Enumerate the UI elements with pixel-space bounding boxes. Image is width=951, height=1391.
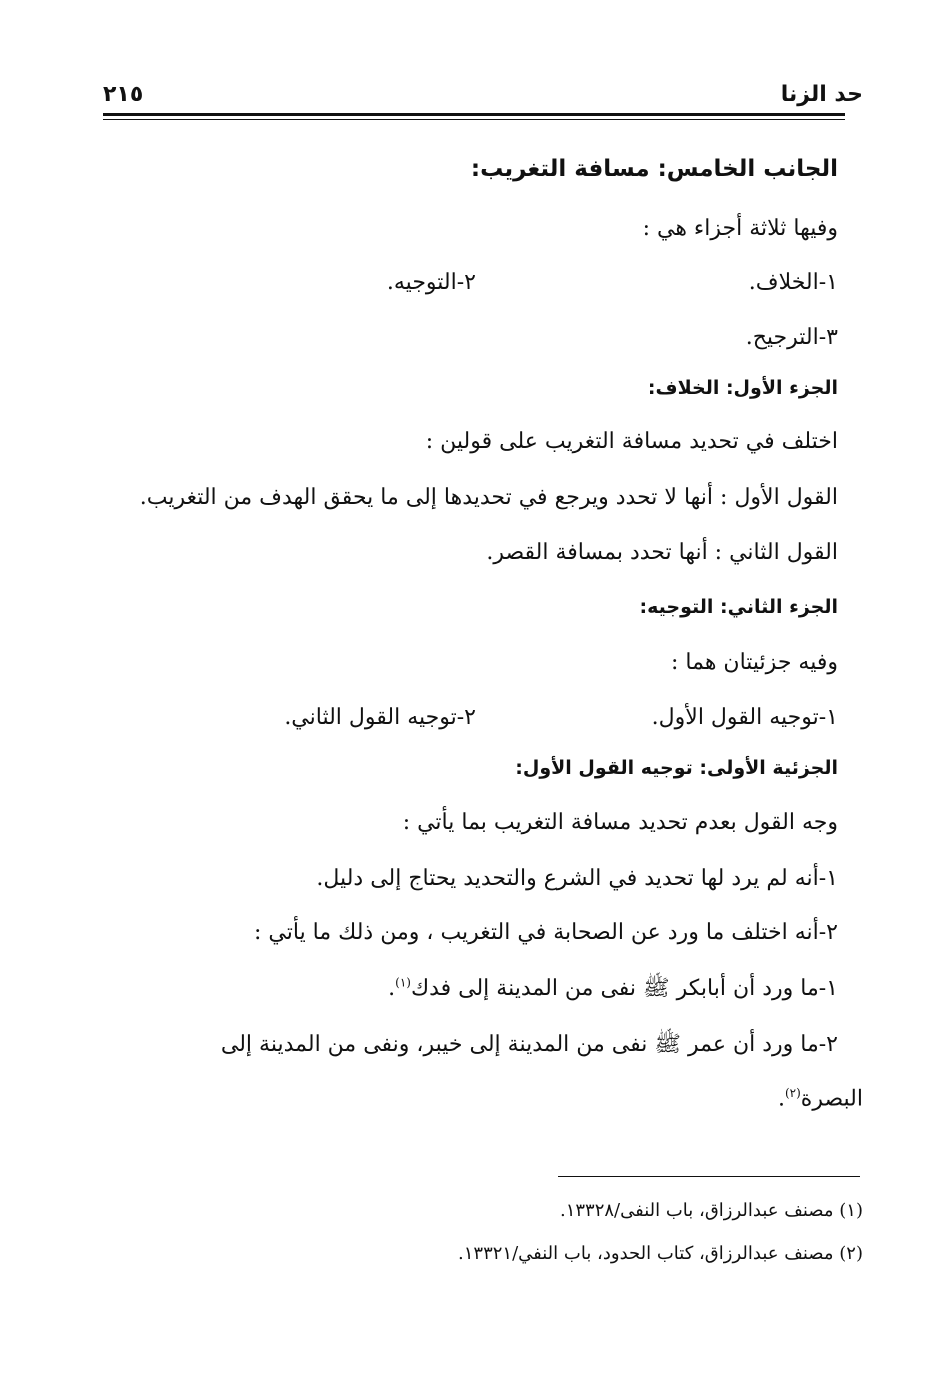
list-item-continuation bbox=[778, 1086, 863, 1111]
punctuation: . bbox=[777, 1086, 785, 1112]
list-item: ١-توجيه القول الأول. bbox=[651, 705, 838, 730]
list-item: ٣-الترجيح. bbox=[745, 325, 838, 350]
list-item: ٢-التوجيه. bbox=[386, 270, 476, 295]
list-item: ١-أنه لم يرد لها تحديد في الشرع والتحديد يحتاج إلى دليل. bbox=[316, 866, 838, 891]
subsection-heading: الجزء الثاني: التوجيه: bbox=[639, 596, 838, 618]
section-heading: الجانب الخامس: مسافة التغريب: bbox=[470, 156, 838, 182]
list-item: ١-الخلاف. bbox=[748, 270, 838, 295]
list-item: ٢-توجيه القول الثاني. bbox=[284, 705, 476, 730]
footnote: (١) مصنف عبدالرزاق، باب النفى/١٣٣٢٨. bbox=[559, 1200, 863, 1221]
page-number: ٢١٥ bbox=[103, 82, 144, 107]
footnote-ref: (١) bbox=[395, 975, 411, 990]
paragraph: القول الأول : أنها لا تحدد ويرجع في تحديدها إلى ما يحقق الهدف من التغريب. bbox=[139, 485, 838, 510]
subsection-heading: الجزء الأول: الخلاف: bbox=[647, 377, 838, 399]
paragraph: وفيه جزئيتان هما : bbox=[671, 650, 838, 675]
subsection-heading: الجزئية الأولى: توجيه القول الأول: bbox=[515, 757, 838, 779]
example-text: البصرة bbox=[800, 1086, 863, 1112]
header-rule-thick bbox=[103, 113, 845, 116]
example-text: ١-ما ورد أن أبابكر ﷺ نفى من المدينة إلى فدك bbox=[410, 976, 838, 1001]
paragraph: القول الثاني : أنها تحدد بمسافة القصر. bbox=[486, 540, 838, 565]
chapter-title: حد الزنا bbox=[780, 82, 863, 107]
list-item: ٢-ما ورد أن عمر ﷺ نفى من المدينة إلى خيبر، ونفى من المدينة إلى bbox=[220, 1032, 838, 1057]
footnote: (٢) مصنف عبدالرزاق، كتاب الحدود، باب النفي/١٣٣٢١. bbox=[458, 1243, 863, 1264]
list-item bbox=[388, 974, 838, 1006]
footnote-separator bbox=[558, 1176, 860, 1177]
paragraph: اختلف في تحديد مسافة التغريب على قولين : bbox=[425, 429, 838, 454]
list-item: ٢-أنه اختلف ما ورد عن الصحابة في التغريب ، ومن ذلك ما يأتي : bbox=[254, 920, 838, 945]
header-rule-thin bbox=[103, 119, 845, 120]
paragraph: وجه القول بعدم تحديد مسافة التغريب بما يأتي : bbox=[402, 810, 838, 835]
punctuation: . bbox=[388, 976, 396, 1001]
footnote-ref: (٢) bbox=[784, 1086, 801, 1100]
paragraph: وفيها ثلاثة أجزاء هي : bbox=[642, 216, 838, 241]
